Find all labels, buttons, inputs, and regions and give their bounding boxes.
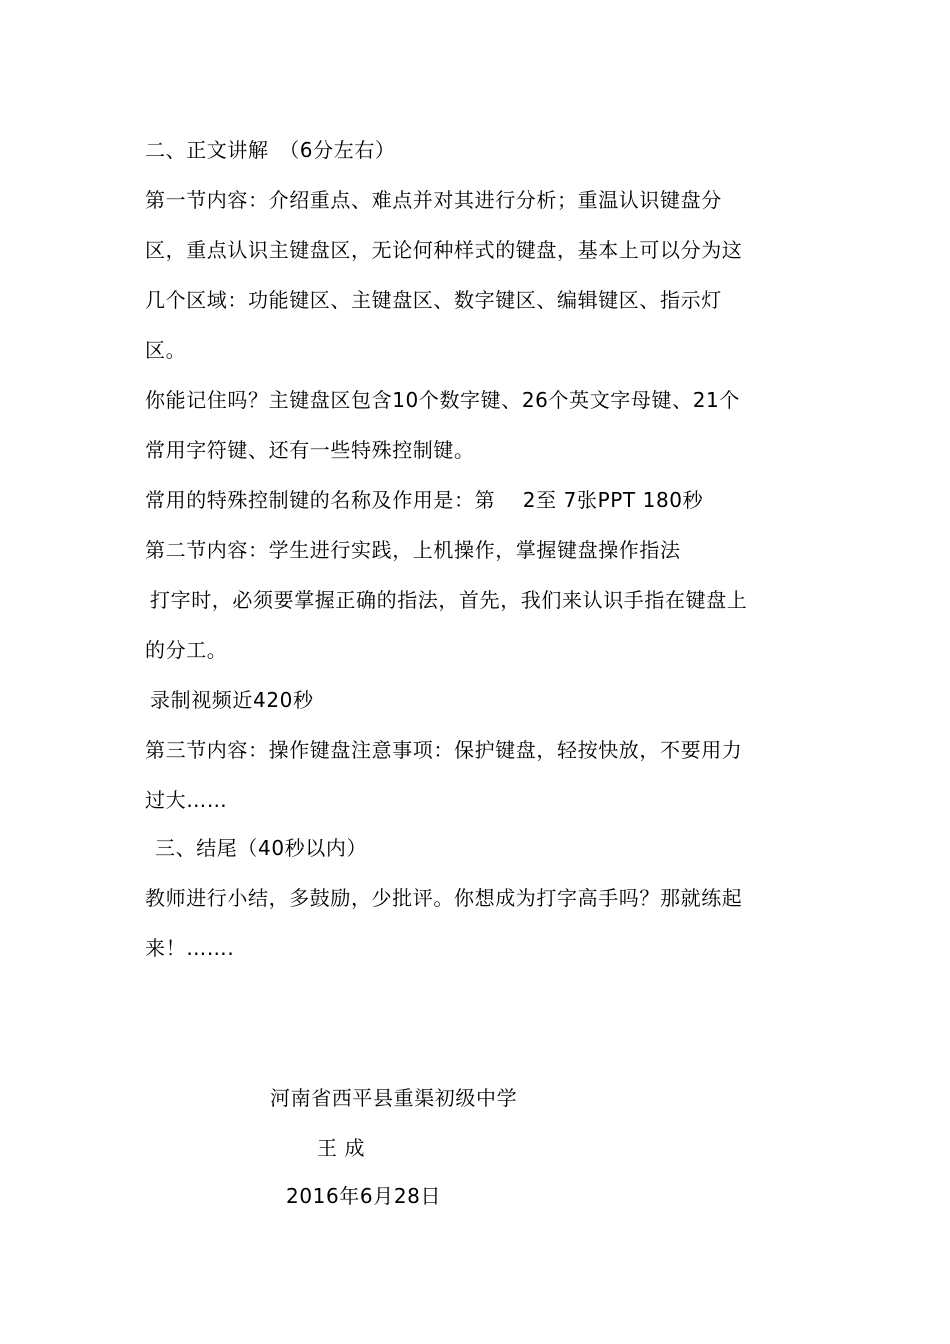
- section-title: 第二节内容：学生进行实践，上机操作，掌握键盘操作指法: [145, 538, 681, 562]
- paragraph-line: 过大……: [145, 788, 228, 812]
- paragraph-line: 你能记住吗？主键盘区包含10个数字键、26个英文字母键、21个: [145, 388, 740, 412]
- school-name: 河南省西平县重渠初级中学: [270, 1086, 518, 1110]
- section-heading-main-body: 二、正文讲解 （6分左右）: [145, 138, 396, 162]
- paragraph-line: 几个区域：功能键区、主键盘区、数字键区、编辑键区、指示灯: [145, 288, 722, 312]
- paragraph-line: 教师进行小结，多鼓励，少批评。你想成为打字高手吗？那就练起: [145, 886, 743, 910]
- paragraph-line: 常用的特殊控制键的名称及作用是：第 2至 7张PPT 180秒: [145, 488, 704, 512]
- paragraph-line: 常用字符键、还有一些特殊控制键。: [145, 438, 475, 462]
- paragraph-line: 第三节内容：操作键盘注意事项：保护键盘，轻按快放，不要用力: [145, 738, 743, 762]
- section-heading-ending: 三、结尾（40秒以内）: [155, 836, 368, 860]
- paragraph-line: 区，重点认识主键盘区，无论何种样式的键盘，基本上可以分为这: [145, 238, 743, 262]
- paragraph-line: 的分工。: [145, 638, 228, 662]
- paragraph-line: 录制视频近420秒: [150, 688, 314, 712]
- paragraph-line: 来！…….: [145, 936, 235, 960]
- paragraph-line: 区。: [145, 338, 187, 362]
- paragraph-line: 打字时，必须要掌握正确的指法，首先，我们来认识手指在键盘上: [150, 588, 748, 612]
- paragraph-line: 第一节内容：介绍重点、难点并对其进行分析；重温认识键盘分: [145, 188, 722, 212]
- document-date: 2016年6月28日: [286, 1184, 442, 1208]
- author-name: 王 成: [317, 1136, 366, 1160]
